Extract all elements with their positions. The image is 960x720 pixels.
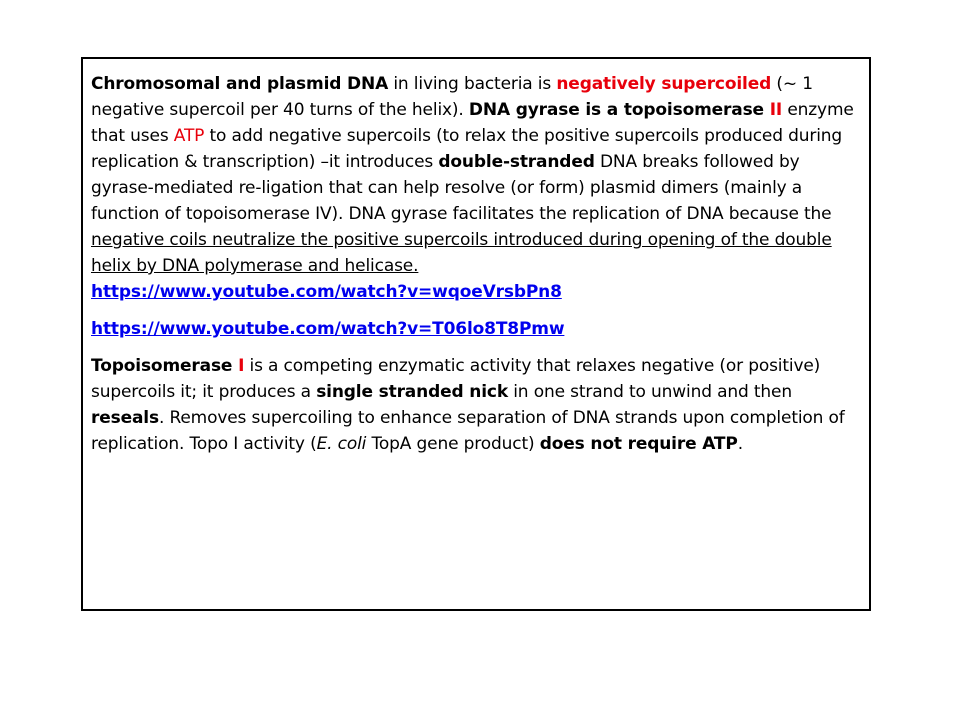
text-run-highlight: I (238, 356, 245, 376)
slide-content-box (81, 57, 871, 611)
paragraph-topoisomerase-i (91, 353, 855, 457)
text-run: in one strand to unwind and then (507, 382, 792, 402)
text-run: Topoisomerase (91, 356, 239, 376)
text-run: does not require ATP (539, 434, 738, 454)
text-run: to add negative supercoils (to relax the positive supercoils produced during replication & transcription) –it introduces (91, 126, 843, 172)
text-run: double-stranded (438, 152, 595, 172)
text-run-highlight: ATP (173, 126, 205, 146)
text-run: . Removes supercoiling to enhance separation of DNA strands upon completion of replication. Topo I activity ( (91, 408, 845, 454)
text-run: in living bacteria is (388, 74, 557, 94)
text-run: (~ 1 negative supercoil per 40 turns of the helix). (91, 74, 813, 120)
text-run: DNA breaks followed by gyrase-mediated re-ligation that can help resolve (or form) plasmid dimers (mainly a function of topoisomerase IV). DNA gyrase facilitates the replication of DNA because the (91, 152, 832, 224)
paragraph-dna-gyrase (91, 71, 855, 279)
text-run-highlight: negatively supercoiled (556, 74, 772, 94)
text-run: is a competing enzymatic activity that relaxes negative (or positive) supercoils it; it produces a (91, 356, 821, 402)
text-run: reseals (91, 408, 159, 428)
youtube-link-2[interactable]: https://www.youtube.com/watch?v=T06lo8T8Pmw (91, 319, 565, 339)
text-run: TopA gene product) (366, 434, 540, 454)
text-run: enzyme that uses (91, 100, 854, 146)
link-line-1 (91, 279, 855, 305)
text-run: . (737, 434, 743, 454)
text-run: single stranded nick (316, 382, 508, 402)
text-run: Chromosomal and plasmid DNA (91, 74, 389, 94)
text-run-highlight: II (769, 100, 783, 120)
youtube-link-1[interactable]: https://www.youtube.com/watch?v=wqoeVrsbPn8 (91, 282, 562, 302)
link-line-2 (91, 316, 855, 342)
text-run: DNA gyrase is a topoisomerase (468, 100, 770, 120)
text-run-underlined: negative coils neutralize the positive supercoils introduced during opening of the double helix by DNA polymerase and helicase. (91, 230, 832, 276)
text-run-italic: E. coli (316, 434, 367, 454)
